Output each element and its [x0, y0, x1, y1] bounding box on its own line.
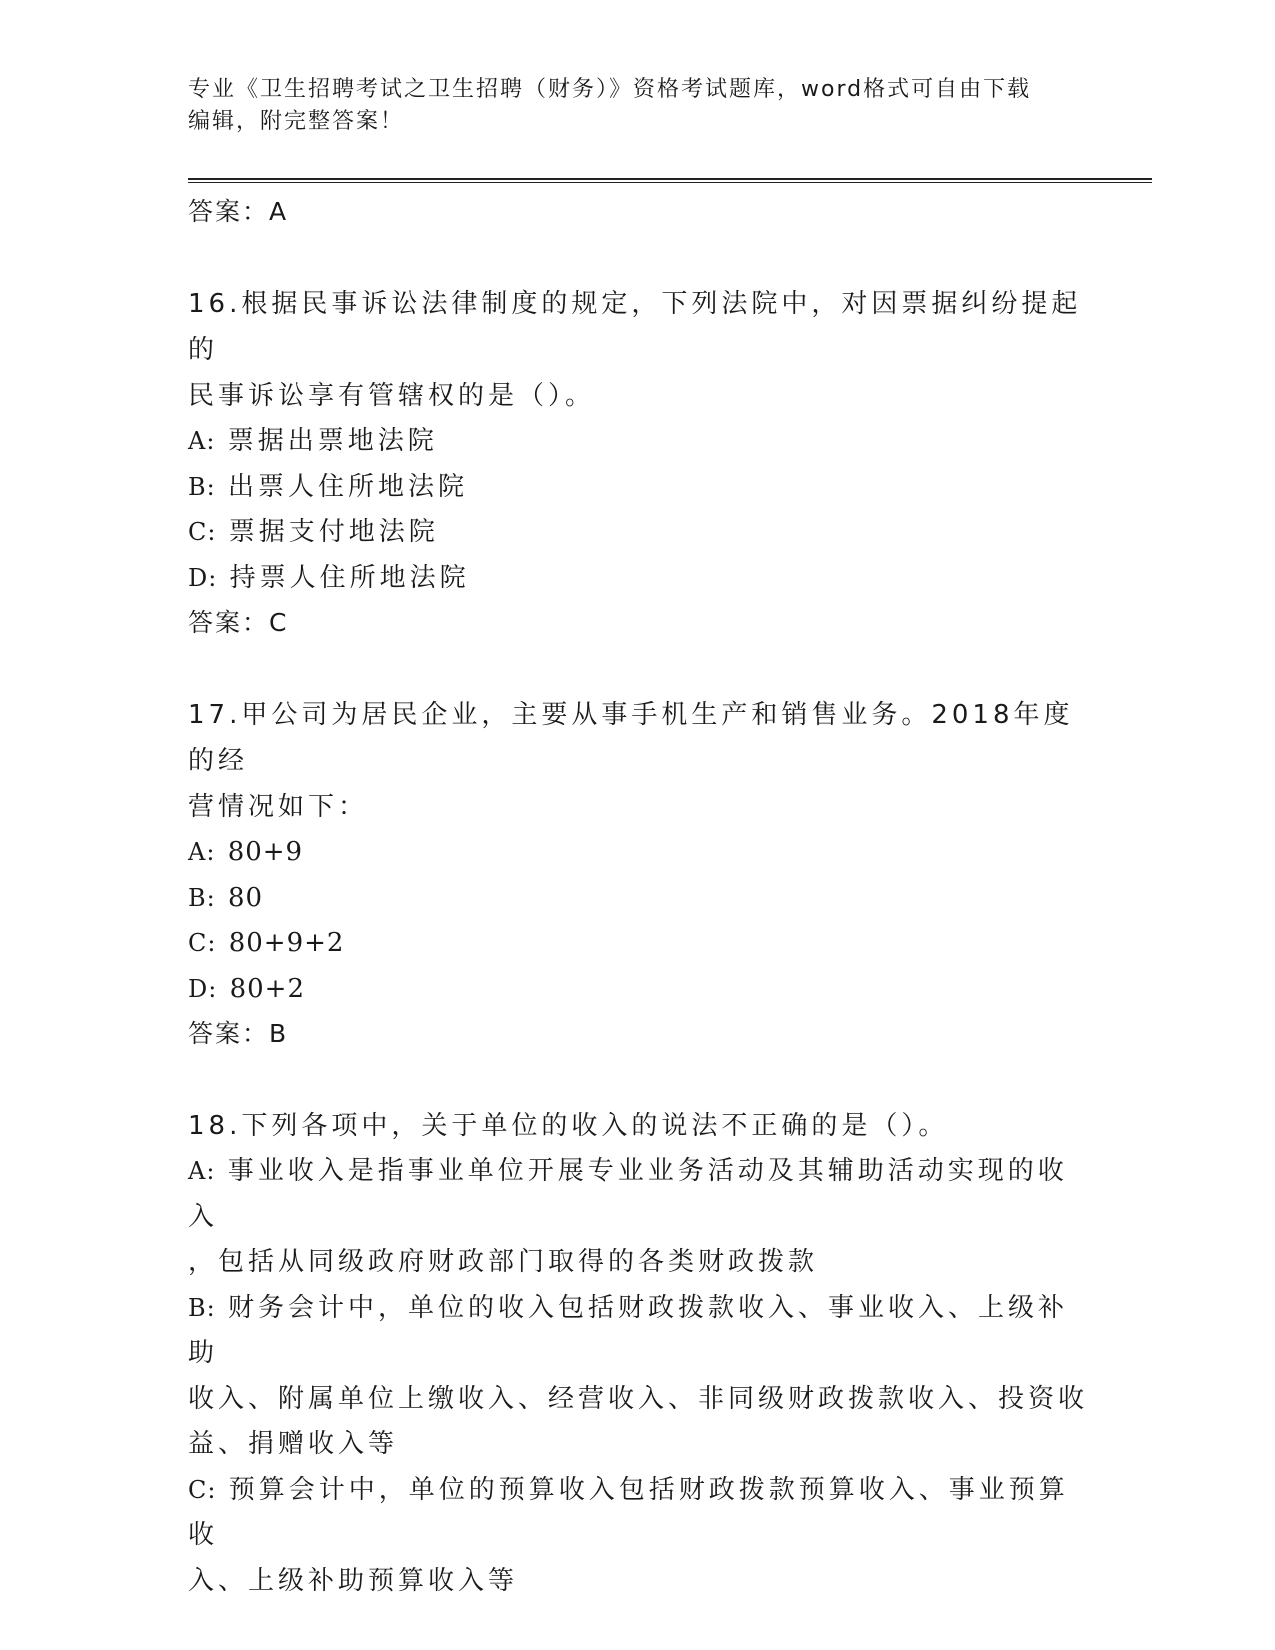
option-d — [188, 967, 1088, 1013]
question-stem-line: 民事诉讼享有管辖权的是（）。 — [188, 381, 596, 411]
option-text: 出票人住所地法院 — [228, 471, 469, 502]
option-text-continued: 入、上级补助预算收入等 — [188, 1565, 519, 1596]
option-letter: A: — [188, 1157, 216, 1185]
header-line-1: 专业《卫生招聘考试之卫生招聘（财务）》资格考试题库，word格式可自由下载 — [188, 77, 1032, 102]
option-letter: B: — [188, 1293, 216, 1322]
option-text-continued: 收入、附属单位上缴收入、经营收入、非同级财政拨款收入、投资收 — [188, 1383, 1089, 1414]
previous-answer: 答案：A — [188, 197, 289, 226]
option-letter: C: — [188, 929, 217, 957]
question-18 — [188, 1103, 1088, 1604]
answer-line: 答案：C — [188, 608, 289, 637]
option-text: 预算会计中，单位的预算收入包括财政拨款预算收入、事业预算收 — [188, 1474, 1069, 1550]
option-text: 80 — [228, 882, 264, 913]
question-stem-line: 18.下列各项中，关于单位的收入的说法不正确的是（）。 — [188, 1111, 949, 1141]
option-d — [188, 556, 1088, 602]
option-letter: A: — [188, 427, 216, 455]
option-b — [188, 1286, 1088, 1468]
question-list — [188, 190, 1088, 1604]
option-text: 80+9+2 — [228, 928, 345, 958]
option-text-continued: ，包括从同级政府财政部门取得的各类财政拨款 — [188, 1247, 819, 1277]
option-text: 80+9 — [227, 837, 304, 867]
option-c — [188, 921, 1088, 967]
question-16 — [188, 281, 1088, 645]
option-letter: A: — [188, 838, 216, 866]
option-c — [188, 510, 1088, 556]
question-stem-line: 营情况如下： — [188, 792, 369, 822]
option-a — [188, 419, 1088, 465]
option-text: 80+2 — [229, 973, 306, 1004]
option-b — [188, 465, 1088, 511]
answer-line: 答案：B — [188, 1019, 289, 1048]
question-17 — [188, 692, 1088, 1056]
question-stem-line: 16.根据民事诉讼法律制度的规定，下列法院中，对因票据纠纷提起的 — [188, 289, 1082, 365]
option-letter: D: — [188, 974, 218, 1003]
option-text: 持票人住所地法院 — [229, 562, 470, 593]
question-stem-line: 17.甲公司为居民企业，主要从事手机生产和销售业务。2018年度的经 — [188, 700, 1074, 776]
option-letter: D: — [188, 563, 218, 592]
header-divider — [188, 178, 1152, 183]
option-letter: C: — [188, 1475, 217, 1504]
option-a — [188, 830, 1088, 876]
option-a — [188, 1149, 1088, 1286]
document-header — [188, 74, 1088, 138]
option-text: 票据支付地法院 — [228, 517, 439, 547]
option-text: 事业收入是指事业单位开展专业业务活动及其辅助活动实现的收入 — [188, 1156, 1068, 1232]
option-letter: B: — [188, 472, 216, 501]
option-b — [188, 876, 1088, 922]
option-text: 财务会计中，单位的收入包括财政拨款收入、事业收入、上级补助 — [188, 1292, 1069, 1368]
option-letter: B: — [188, 883, 216, 912]
option-text: 票据出票地法院 — [227, 426, 438, 456]
option-text-continued: 益、捐赠收入等 — [188, 1429, 399, 1459]
header-line-2: 编辑，附完整答案！ — [188, 109, 405, 134]
option-letter: C: — [188, 518, 217, 546]
option-c — [188, 1468, 1088, 1605]
